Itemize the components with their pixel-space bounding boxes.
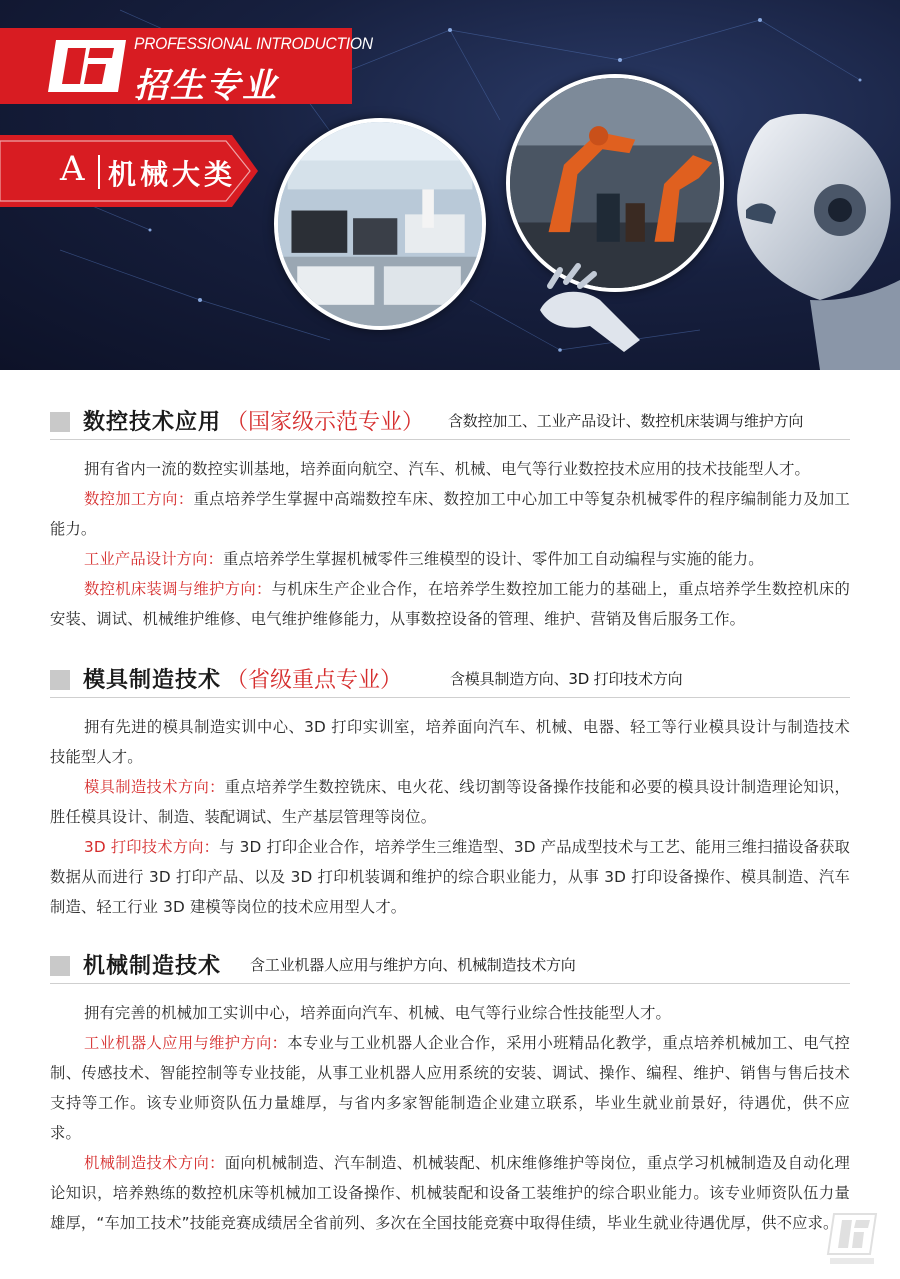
paragraph: 拥有省内一流的数控实训基地，培养面向航空、汽车、机械、电气等行业数控技术应用的技术技能型人才。 (84, 460, 811, 478)
paragraph: 拥有先进的模具制造实训中心、3D 打印实训室，培养面向汽车、机械、电器、轻工等行业模具设计与制造技术技能型人才。 (50, 718, 850, 766)
category-name: 机械大类 (108, 158, 237, 191)
direction-label: 工业机器人应用与维护方向： (84, 1034, 288, 1052)
title-chinese: 招生专业 (134, 66, 278, 106)
category-divider (98, 155, 100, 189)
workshop-photo (274, 118, 486, 330)
title-english: PROFESSIONAL INTRODUCTION (134, 34, 373, 53)
paragraph: 工业产品设计方向：重点培养学生掌握机械零件三维模型的设计、零件加工自动编程与实施的能力。 (84, 550, 764, 568)
humanoid-robot-image (520, 90, 900, 370)
section-description: 含数控加工、工业产品设计、数控机床装调与维护方向 (448, 412, 804, 430)
section-header (50, 658, 850, 698)
direction-label: 工业产品设计方向： (84, 550, 224, 568)
section-body (50, 454, 850, 634)
paragraph: 数控机床装调与维护方向：与机床生产企业合作，在培养学生数控加工能力的基础上，重点培养学生数控机床的安装、调试、机械维护维修、电气维护维修能力，从事数控设备的管理、维护、营销及售后服务工作。 (50, 580, 850, 628)
section-description: 含工业机器人应用与维护方向、机械制造技术方向 (250, 956, 576, 974)
section-marker-icon (50, 670, 70, 690)
section-title: 数控技术应用 (83, 410, 222, 435)
watermark-logo-icon (826, 1210, 878, 1268)
section-title: 机械制造技术 (83, 954, 222, 979)
paragraph: 数控加工方向：重点培养学生掌握中高端数控车床、数控加工中心加工中等复杂机械零件的程序编制能力及加工能力。 (50, 490, 850, 538)
direction-label: 数控机床装调与维护方向： (84, 580, 272, 598)
direction-label: 数控加工方向： (84, 490, 194, 508)
school-logo-icon (46, 36, 128, 96)
category-letter: A (60, 149, 85, 189)
section-mold (50, 658, 850, 922)
section-tag: （国家级示范专业） (226, 410, 425, 435)
section-body (50, 712, 850, 922)
section-tag: （省级重点专业） (226, 668, 403, 693)
banner (0, 0, 900, 370)
section-body (50, 998, 850, 1238)
section-title: 模具制造技术 (83, 668, 222, 693)
section-marker-icon (50, 412, 70, 432)
paragraph: 机械制造技术方向：面向机械制造、汽车制造、机械装配、机床维修维护等岗位，重点学习机械制造及自动化理论知识，培养熟练的数控机床等机械加工设备操作、机械装配和设备工装维护的综合职业能力。该专业师资队伍力量雄厚，“车加工技术”技能竞赛成绩居全省前列、多次在全国技能竞赛中取得佳绩，毕业生就业待遇优厚，供不应求。 (50, 1154, 850, 1232)
section-header (50, 400, 850, 440)
cnc-workshop-image (278, 122, 482, 326)
direction-label: 模具制造技术方向： (84, 778, 225, 796)
paragraph: 3D 打印技术方向：与 3D 打印企业合作，培养学生三维造型、3D 产品成型技术与工艺、能用三维扫描设备获取数据从而进行 3D 打印产品、以及 3D 打印机装调和维护的综合职业能力，从事 3D 打印设备操作、模具制造、汽车制造、轻工行业 3D 建模等岗位的技术应用型人才。 (50, 838, 851, 916)
title-plate (0, 28, 373, 106)
section-header (50, 944, 850, 984)
category-tab (0, 135, 260, 207)
paragraph: 拥有完善的机械加工实训中心，培养面向汽车、机械、电气等行业综合性技能型人才。 (84, 1004, 671, 1022)
paragraph: 工业机器人应用与维护方向：本专业与工业机器人企业合作，采用小班精品化教学，重点培养机械加工、电气控制、传感技术、智能控制等专业技能，从事工业机器人应用系统的安装、调试、操作、编程、维护、销售与售后技术支持等工作。该专业师资队伍力量雄厚，与省内多家智能制造企业建立联系，毕业生就业前景好，待遇优，供不应求。 (50, 1034, 851, 1142)
section-marker-icon (50, 956, 70, 976)
section-machinery (50, 944, 850, 1238)
paragraph: 模具制造技术方向：重点培养学生数控铣床、电火花、线切割等设备操作技能和必要的模具设计制造理论知识，胜任模具设计、制造、装配调试、生产基层管理等岗位。 (50, 778, 850, 826)
direction-label: 3D 打印技术方向： (84, 838, 220, 856)
section-cnc (50, 400, 850, 634)
section-description: 含模具制造方向、3D 打印技术方向 (450, 670, 683, 688)
direction-label: 机械制造技术方向： (84, 1154, 225, 1172)
